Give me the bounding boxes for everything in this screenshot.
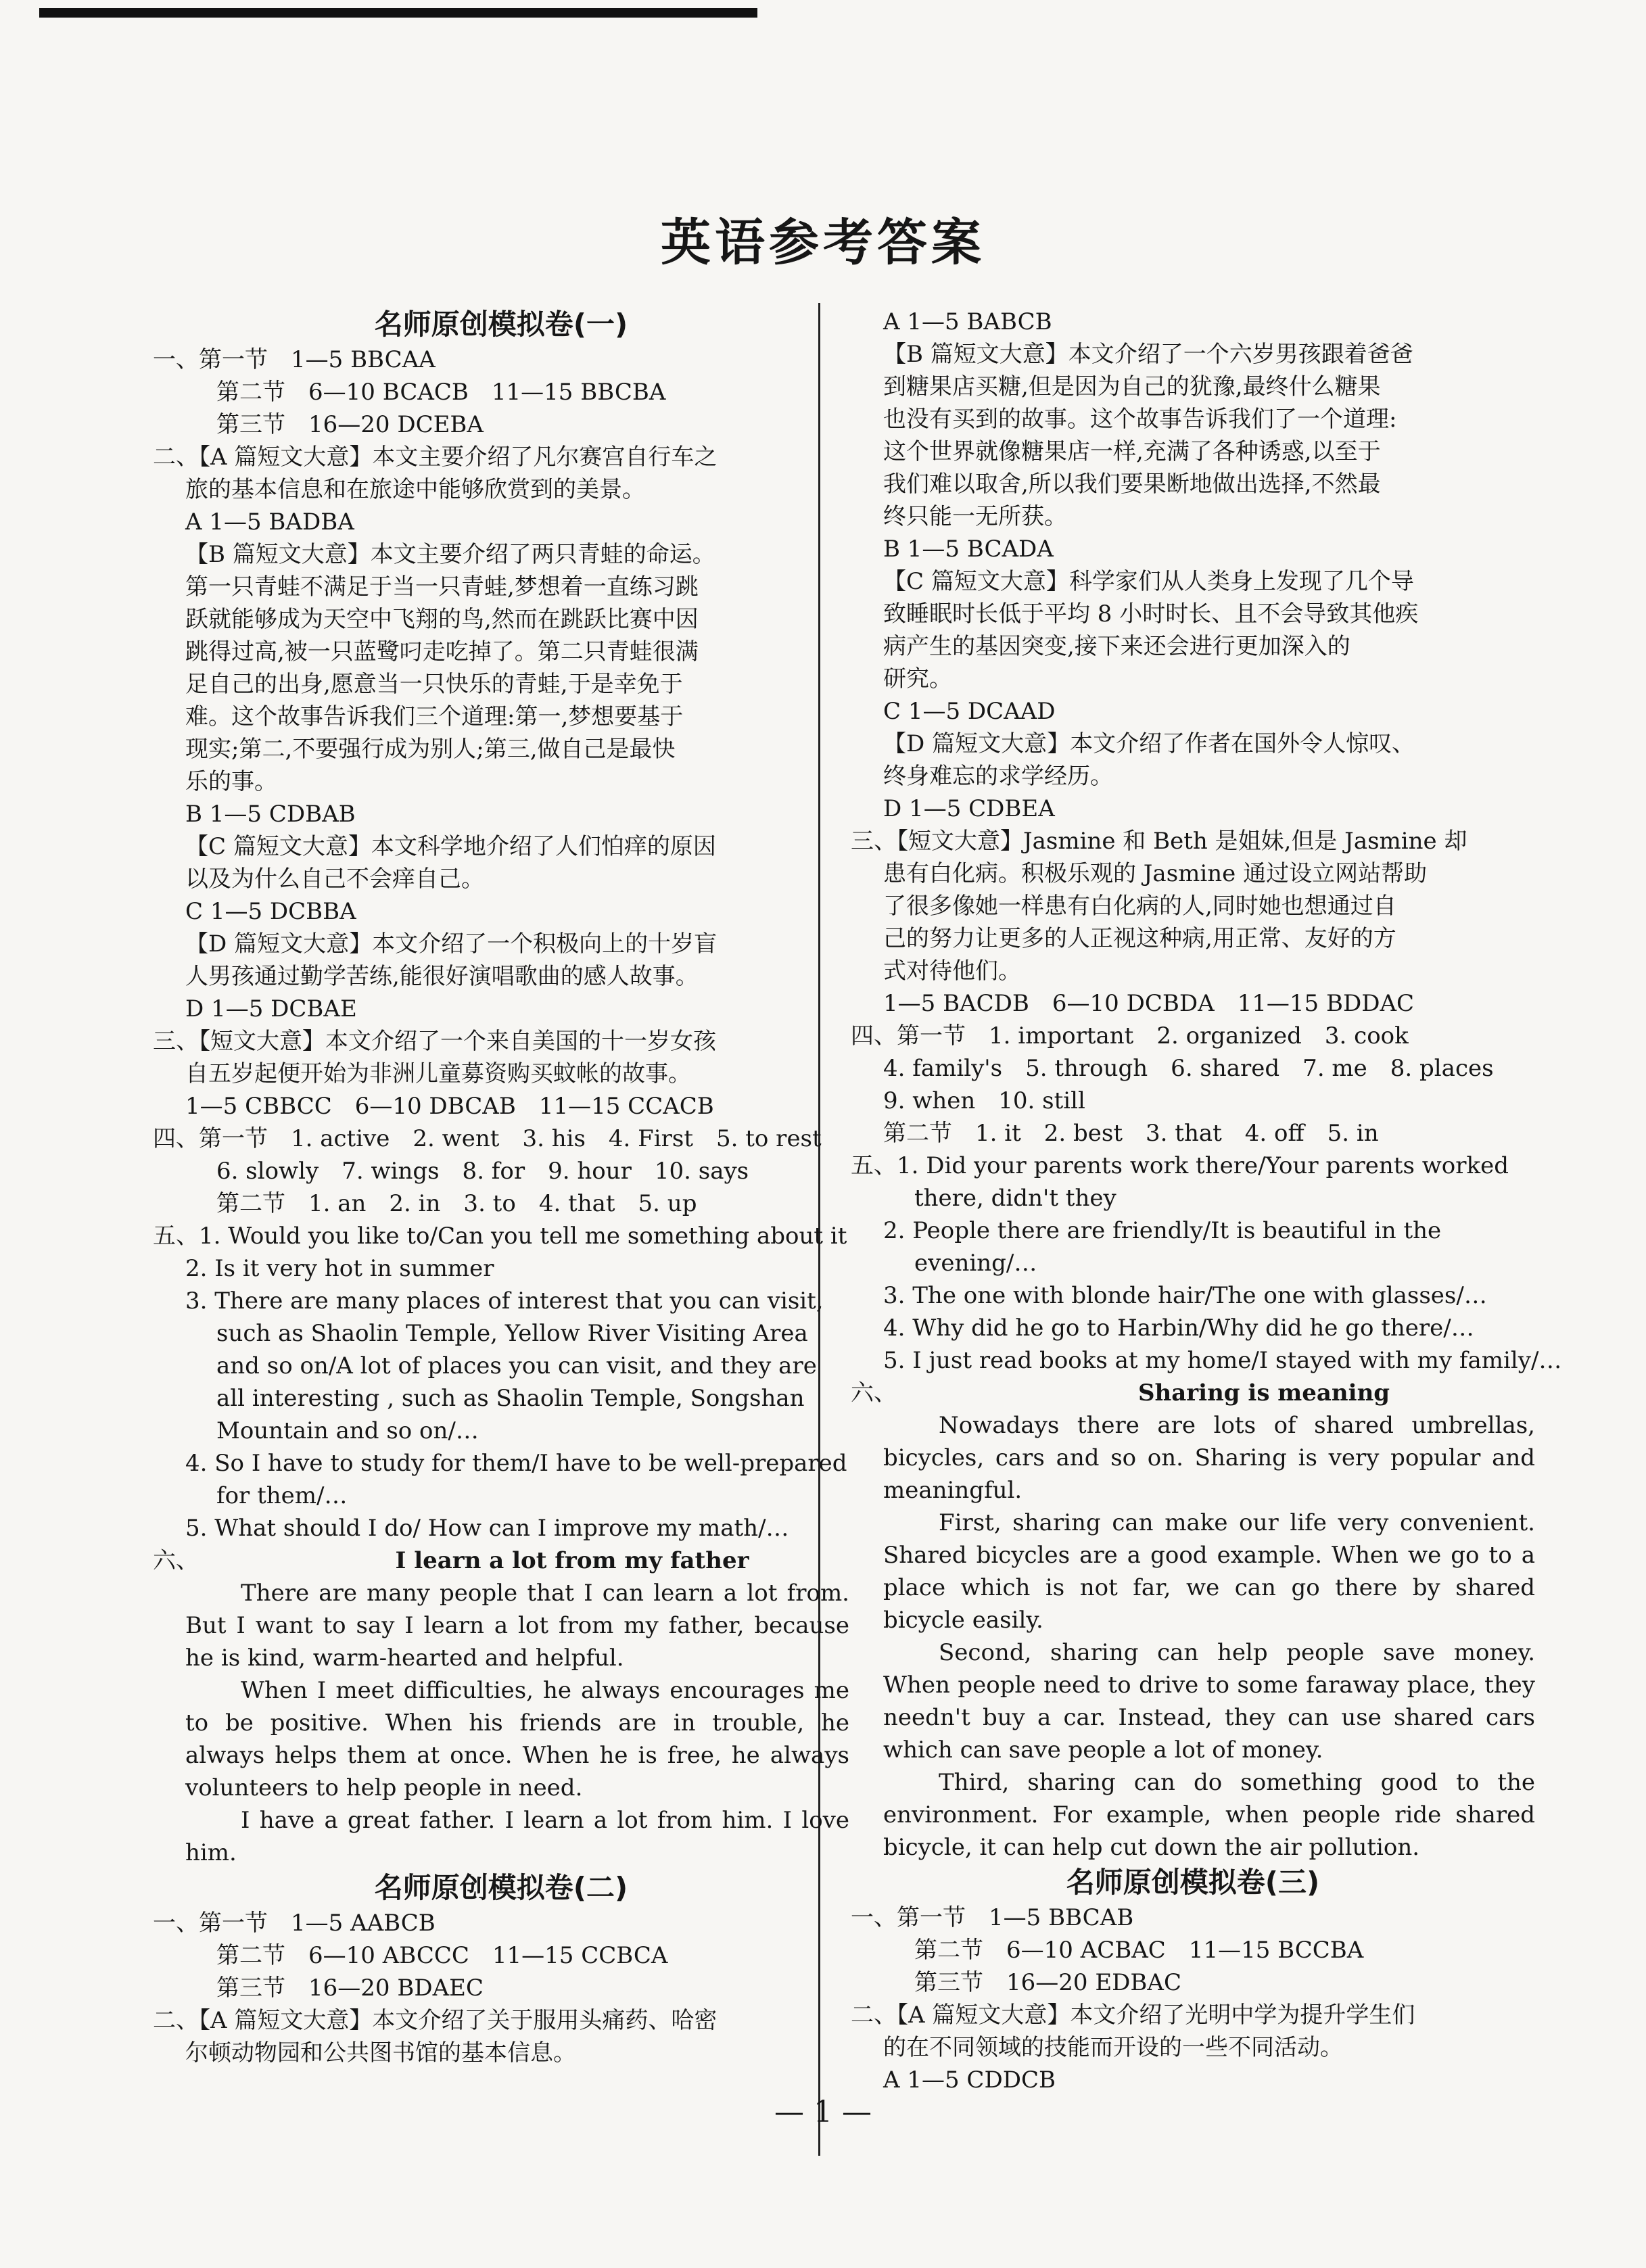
answer-line: 三、【短文大意】本文介绍了一个来自美国的十一岁女孩 — [153, 1028, 716, 1055]
answer-line: C 1—5 DCBBA — [185, 898, 356, 925]
essay-paragraph: Third, sharing can do something good to the environment. For example, when people ride shared bicycle, it can help cut down the air pollution. — [883, 1769, 1535, 1861]
answer-line: 第三节 16—20 EDBAC — [914, 1969, 1181, 1996]
answer-line: 1—5 BACDB 6—10 DCBDA 11—15 BDDAC — [883, 990, 1415, 1017]
answer-line: 【C 篇短文大意】科学家们从人类身上发现了几个导 — [883, 568, 1414, 595]
answer-line: 2. People there are friendly/It is beautiful in the — [883, 1217, 1442, 1244]
section-title-2: 名师原创模拟卷(二) — [374, 1871, 628, 1904]
answer-line: 第二节 6—10 BCACB 11—15 BBCBA — [216, 379, 666, 406]
answer-line: 第一只青蛙不满足于当一只青蛙,梦想着一直练习跳 — [185, 573, 699, 600]
answer-line: 4. Why did he go to Harbin/Why did he go there/… — [883, 1315, 1474, 1342]
answer-line: 第二节 6—10 ABCCC 11—15 CCBCA — [216, 1942, 668, 1969]
answer-line: 第三节 16—20 DCEBA — [216, 411, 484, 438]
answer-line: 四、第一节 1. important 2. organized 3. cook — [851, 1022, 1409, 1049]
section-title-1: 名师原创模拟卷(一) — [374, 308, 628, 341]
answer-line: 人男孩通过勤学苦练,能很好演唱歌曲的感人故事。 — [185, 963, 699, 990]
answer-line: evening/… — [914, 1250, 1037, 1277]
answer-line: and so on/A lot of places you can visit, and they are — [216, 1352, 817, 1379]
essay-body-2 — [851, 1409, 1535, 1864]
answer-line: for them/… — [216, 1482, 348, 1509]
answer-line: 第二节 6—10 ACBAC 11—15 BCCBA — [914, 1937, 1364, 1964]
right-column — [851, 306, 1562, 2096]
answer-line: 病产生的基因突变,接下来还会进行更加深入的 — [883, 633, 1350, 660]
answer-line: 我们难以取舍,所以我们要果断地做出选择,不然最 — [883, 471, 1381, 498]
answer-line: 一、第一节 1—5 AABCB — [153, 1910, 436, 1937]
answer-block-2 — [153, 1907, 849, 2069]
essay-title-1 — [153, 1544, 849, 1577]
answer-line: 一、第一节 1—5 BBCAB — [851, 1904, 1134, 1931]
answer-line: there, didn't they — [914, 1185, 1116, 1212]
left-column — [153, 306, 849, 2069]
answer-line: 9. when 10. still — [883, 1087, 1085, 1114]
essay-title-2 — [851, 1377, 1535, 1409]
essay-heading: I learn a lot from my father — [395, 1547, 749, 1574]
answer-line: 1—5 CBBCC 6—10 DBCAB 11—15 CCACB — [185, 1093, 714, 1120]
answer-line: 自五岁起便开始为非洲儿童募资购买蚊帐的故事。 — [185, 1060, 691, 1087]
essay-number: 六、 — [851, 1379, 897, 1407]
answer-line: 难。这个故事告诉我们三个道理:第一,梦想要基于 — [185, 703, 684, 730]
answer-line: B 1—5 BCADA — [883, 536, 1054, 563]
essay-paragraph: First, sharing can make our life very convenient. Shared bicycles are a good example. When we go to a place which is not far, we can go there by shared bicycle easily. — [883, 1509, 1535, 1634]
answer-line: 第二节 1. an 2. in 3. to 4. that 5. up — [216, 1190, 697, 1217]
answer-line: such as Shaolin Temple, Yellow River Visiting Area — [216, 1320, 808, 1347]
essay-number: 六、 — [153, 1547, 199, 1574]
answer-line: 的在不同领域的技能而开设的一些不同活动。 — [883, 2034, 1343, 2061]
answer-line: 旅的基本信息和在旅途中能够欣赏到的美景。 — [185, 476, 645, 503]
answer-line: 3. The one with blonde hair/The one with glasses/… — [883, 1282, 1487, 1309]
essay-heading: Sharing is meaning — [1137, 1379, 1390, 1407]
answer-line: D 1—5 CDBEA — [883, 795, 1055, 822]
page-number: — 1 — — [774, 2095, 872, 2129]
answer-line: all interesting , such as Shaolin Temple, Songshan — [216, 1385, 805, 1412]
answer-line: 4. family's 5. through 6. shared 7. me 8. places — [883, 1055, 1494, 1082]
answer-line: 足自己的出身,愿意当一只快乐的青蛙,于是幸免于 — [185, 671, 683, 698]
answer-line: 五、1. Would you like to/Can you tell me something about it — [153, 1223, 847, 1250]
answer-line: 【B 篇短文大意】本文介绍了一个六岁男孩跟着爸爸 — [883, 341, 1413, 368]
answer-line: 二、【A 篇短文大意】本文介绍了关于服用头痛药、哈密 — [153, 2007, 718, 2034]
answer-line: 现实;第二,不要强行成为别人;第三,做自己是最快 — [185, 736, 676, 763]
answer-line: 【D 篇短文大意】本文介绍了作者在国外令人惊叹、 — [883, 730, 1415, 757]
answer-line: 跳得过高,被一只蓝鹭叼走吃掉了。第二只青蛙很满 — [185, 638, 699, 665]
answer-line: A 1—5 BADBA — [185, 509, 354, 536]
answer-line: 五、1. Did your parents work there/Your parents worked — [851, 1152, 1509, 1179]
page-title: 英语参考答案 — [661, 214, 985, 272]
answer-line: 也没有买到的故事。这个故事告诉我们了一个道理: — [883, 406, 1397, 433]
answer-line: 乐的事。 — [185, 768, 277, 795]
answer-line: 5. I just read books at my home/I stayed with my family/… — [883, 1347, 1562, 1374]
answer-line: 终只能一无所获。 — [883, 503, 1067, 530]
answer-line: 三、【短文大意】Jasmine 和 Beth 是姐妹,但是 Jasmine 却 — [851, 828, 1467, 855]
answer-line: 了很多像她一样患有白化病的人,同时她也想通过自 — [883, 893, 1396, 920]
answer-block-3 — [851, 1901, 1535, 2096]
answer-line: 第二节 1. it 2. best 3. that 4. off 5. in — [883, 1120, 1379, 1147]
answer-block-2-continued — [851, 306, 1562, 1377]
answer-line: D 1—5 DCBAE — [185, 995, 357, 1022]
answer-line: 致睡眠时长低于平均 8 小时时长、且不会导致其他疾 — [883, 600, 1419, 628]
answer-line: 3. There are many places of interest that you can visit, — [185, 1287, 824, 1315]
answer-line: 己的努力让更多的人正视这种病,用正常、友好的方 — [883, 925, 1396, 952]
answer-line: 4. So I have to study for them/I have to be well-prepared — [185, 1450, 847, 1477]
answer-line: 以及为什么自己不会痒自己。 — [185, 866, 484, 893]
answer-line: B 1—5 CDBAB — [185, 801, 356, 828]
answer-line: 四、第一节 1. active 2. went 3. his 4. First 5. to rest — [153, 1125, 822, 1152]
answer-line: 2. Is it very hot in summer — [185, 1255, 494, 1282]
answer-line: 患有白化病。积极乐观的 Jasmine 通过设立网站帮助 — [883, 860, 1428, 887]
essay-paragraph: Nowadays there are lots of shared umbrellas, bicycles, cars and so on. Sharing is very popular and meaningful. — [883, 1412, 1535, 1504]
essay-paragraph: Second, sharing can help people save money. When people need to drive to some faraway place, they needn't buy a car. Instead, they can use shared cars which can save people a lot of money. — [883, 1639, 1535, 1764]
answer-line: 这个世界就像糖果店一样,充满了各种诱惑,以至于 — [883, 438, 1381, 465]
answer-line: 研究。 — [883, 665, 952, 692]
answer-line: 尔顿动物园和公共图书馆的基本信息。 — [185, 2039, 576, 2066]
essay-paragraph: I have a great father. I learn a lot from him. I love him. — [185, 1807, 849, 1866]
answer-line: 到糖果店买糖,但是因为自己的犹豫,最终什么糖果 — [883, 373, 1381, 400]
answer-line: 二、【A 篇短文大意】本文主要介绍了凡尔赛宫自行车之 — [153, 444, 718, 471]
answer-line: 式对待他们。 — [883, 958, 1021, 985]
answer-line: 终身难忘的求学经历。 — [883, 763, 1113, 790]
answer-line: A 1—5 BABCB — [883, 308, 1052, 335]
answer-line: 二、【A 篇短文大意】本文介绍了光明中学为提升学生们 — [851, 2002, 1415, 2029]
answer-line: 一、第一节 1—5 BBCAA — [153, 346, 436, 373]
section-title-3: 名师原创模拟卷(三) — [1066, 1866, 1320, 1899]
essay-body-1 — [153, 1577, 849, 1869]
top-black-bar — [39, 8, 757, 18]
answer-line: 【C 篇短文大意】本文科学地介绍了人们怕痒的原因 — [185, 833, 716, 860]
answer-line: C 1—5 DCAAD — [883, 698, 1056, 725]
answer-line: 5. What should I do/ How can I improve my math/… — [185, 1515, 789, 1542]
answer-block-1 — [153, 344, 849, 1544]
essay-paragraph: When I meet difficulties, he always encourages me to be positive. When his friends are in trouble, he always helps them at once. When he is free, he always volunteers to help people in need. — [185, 1677, 849, 1801]
answer-line: 【B 篇短文大意】本文主要介绍了两只青蛙的命运。 — [185, 541, 715, 568]
answer-line: Mountain and so on/… — [216, 1417, 479, 1444]
answer-line: 【D 篇短文大意】本文介绍了一个积极向上的十岁盲 — [185, 930, 718, 958]
answer-line: 第三节 16—20 BDAEC — [216, 1975, 484, 2002]
answer-line: 6. slowly 7. wings 8. for 9. hour 10. says — [216, 1158, 749, 1185]
answer-line: A 1—5 CDDCB — [883, 2066, 1056, 2094]
answer-line: 跃就能够成为天空中飞翔的鸟,然而在跳跃比赛中因 — [185, 606, 699, 633]
essay-paragraph: There are many people that I can learn a lot from. But I want to say I learn a lot from my father, because he is kind, warm-hearted and helpful. — [185, 1580, 849, 1672]
